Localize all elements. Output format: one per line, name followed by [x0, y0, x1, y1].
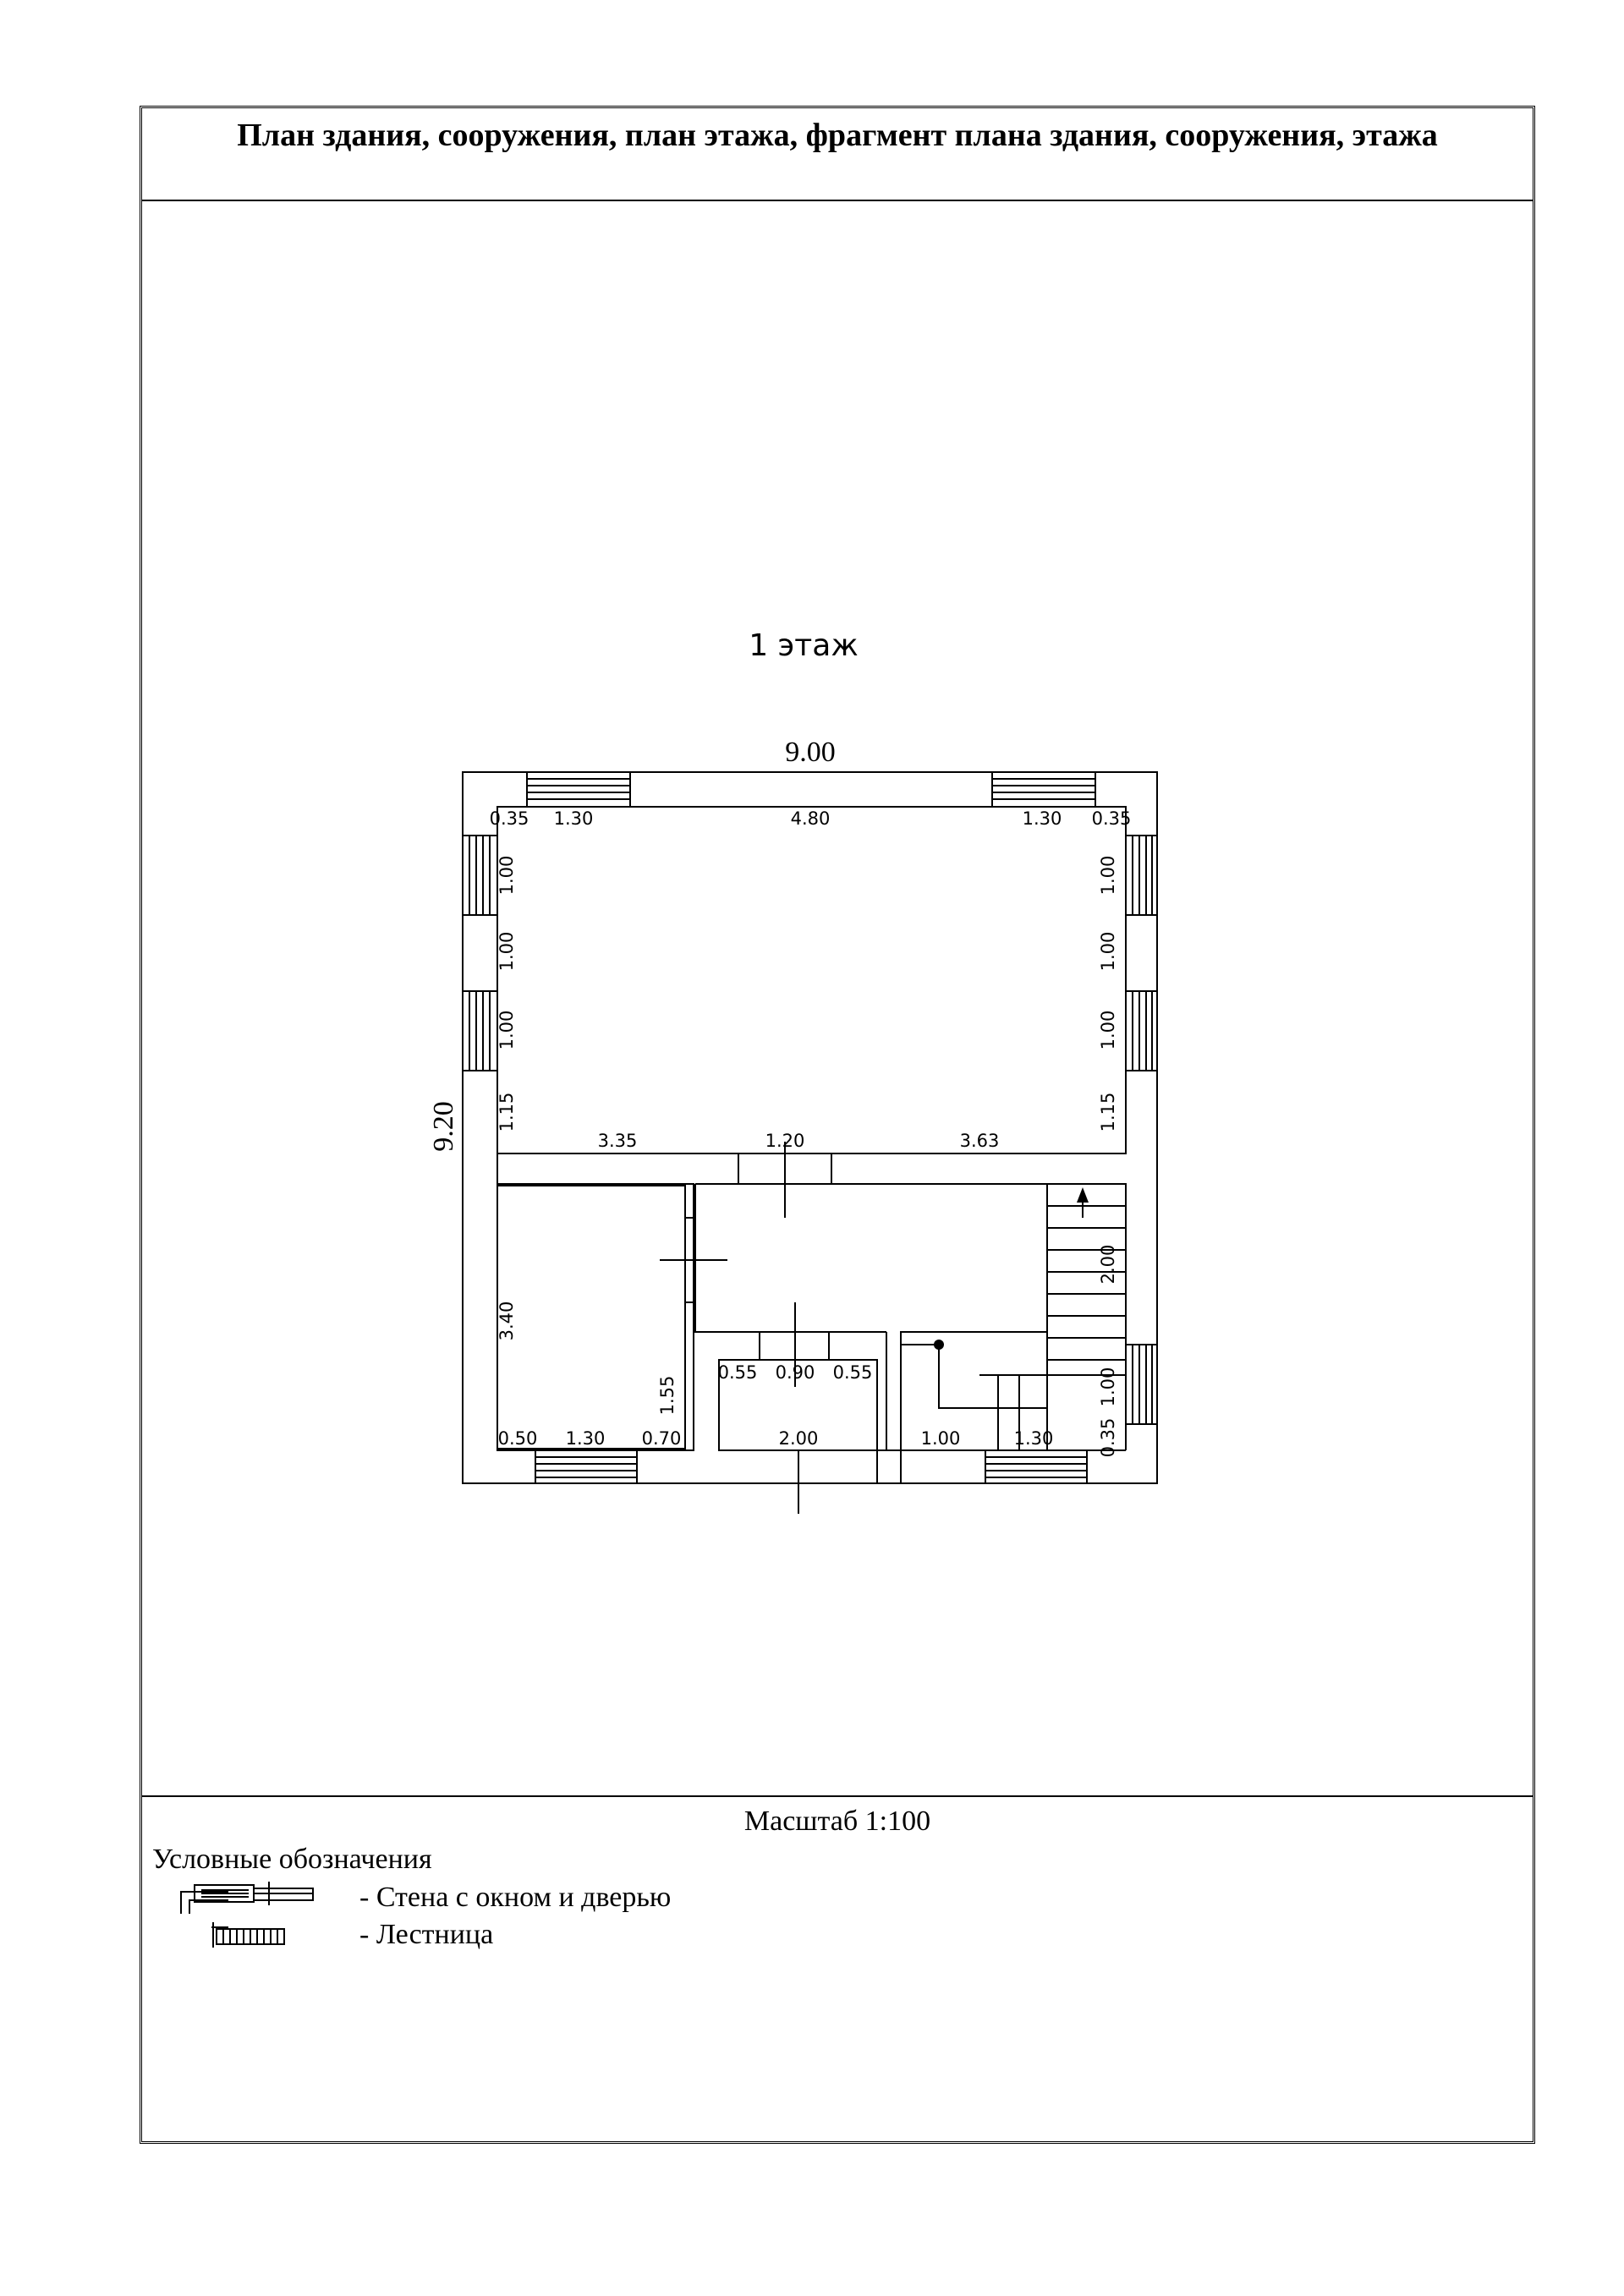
dim-left-2: 1.00: [497, 931, 517, 972]
dim-bottom-left-wall: 0.50: [497, 1428, 538, 1449]
dim-mid-left: 3.35: [597, 1131, 638, 1151]
dim-bottom-left-rest: 0.70: [641, 1428, 682, 1449]
dim-right-4: 1.15: [1098, 1092, 1118, 1132]
page-title: План здания, сооружения, план этажа, фрагмент плана здания, сооружения, этажа: [142, 108, 1533, 201]
door-entrance: [877, 1450, 901, 1483]
dim-right-3: 1.00: [1098, 1010, 1118, 1050]
dim-niche-a: 0.55: [717, 1362, 758, 1383]
floor-label: 1 этаж: [749, 628, 859, 663]
dim-niche-b: 0.55: [832, 1362, 873, 1383]
dim-br-win: 1.30: [1013, 1428, 1054, 1449]
windows-bottom: [535, 1450, 1087, 1483]
windows-left: [463, 836, 497, 1071]
dim-top-left-wall: 0.35: [489, 808, 529, 829]
staircase: [979, 1184, 1126, 1450]
dim-room-left-h2: 1.55: [657, 1375, 678, 1416]
window-top-right: [992, 772, 1095, 807]
dim-bottom-left-win: 1.30: [565, 1428, 606, 1449]
dim-br-right-win: 1.00: [1098, 1367, 1118, 1407]
dim-right-2: 1.00: [1098, 931, 1118, 972]
upper-room: [497, 807, 1126, 1153]
dim-top-left-win: 1.30: [553, 808, 594, 829]
stair-pivot-dot: [934, 1340, 944, 1350]
dim-niche-door: 0.90: [775, 1362, 815, 1383]
legend-label-wall: - Стена с окном и дверью: [359, 1882, 672, 1913]
dim-top-right-wall: 0.35: [1091, 808, 1132, 829]
dim-left-3: 1.00: [497, 1010, 517, 1050]
dim-top-mid: 4.80: [790, 808, 831, 829]
dim-mid-door: 1.20: [765, 1131, 805, 1151]
dim-br-a: 1.00: [920, 1428, 961, 1449]
stair-arrow-icon: [1077, 1187, 1089, 1203]
dim-right-1: 1.00: [1098, 855, 1118, 896]
windows-right: [1126, 836, 1157, 1424]
hall: [695, 1184, 1126, 1450]
legend-label-stairs: - Лестница: [359, 1919, 494, 1950]
legend-title: Условные обозначения: [152, 1844, 432, 1875]
dim-top-right-win: 1.30: [1022, 808, 1062, 829]
dim-room-left-h: 3.40: [497, 1301, 517, 1341]
overall-width-label: 9.00: [785, 737, 836, 768]
overall-height-label: 9.20: [428, 1101, 459, 1152]
dim-br-right-wall: 0.35: [1098, 1417, 1118, 1458]
dim-left-1: 1.00: [497, 855, 517, 896]
dim-mid-right: 3.63: [959, 1131, 1000, 1151]
window-top-left: [527, 772, 630, 807]
dim-stair-len: 2.00: [1098, 1244, 1118, 1285]
hall-left: [695, 1184, 886, 1332]
dim-left-4: 1.15: [497, 1092, 517, 1132]
dim-niche-w: 2.00: [778, 1428, 819, 1449]
scale-label: Масштаб 1:100: [743, 1806, 931, 1837]
